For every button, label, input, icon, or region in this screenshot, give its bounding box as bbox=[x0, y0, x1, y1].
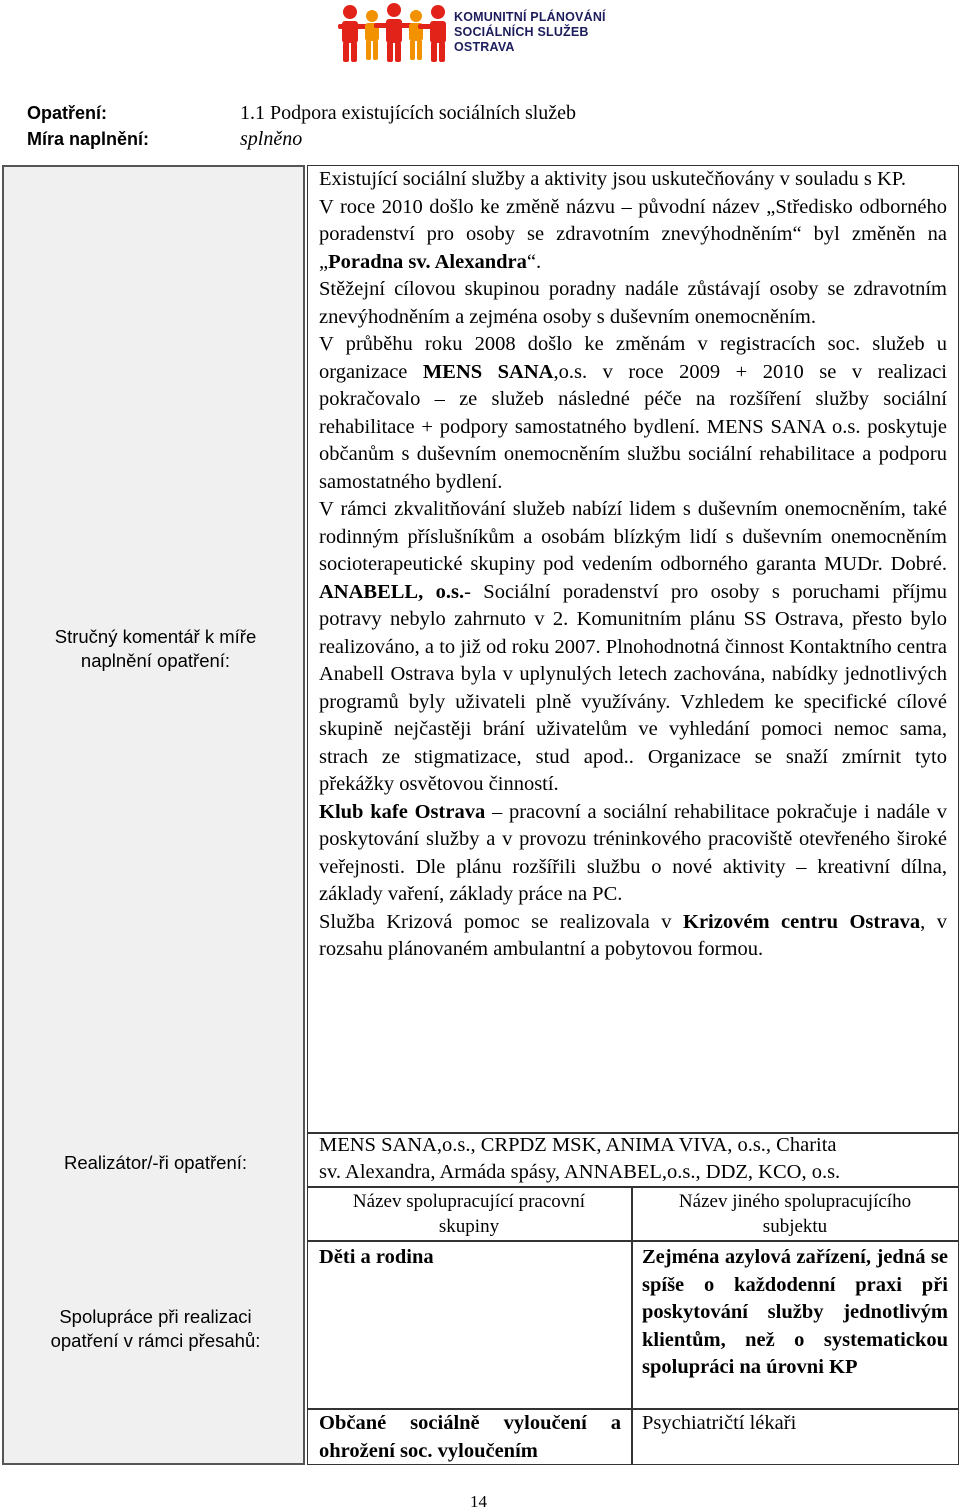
komentar-label-line-2: naplnění opatření: bbox=[80, 650, 231, 671]
comment-text bbox=[319, 166, 947, 964]
people-logo-icon bbox=[338, 2, 450, 64]
logo-line-2: SOCIÁLNÍCH SLUŽEB bbox=[454, 25, 589, 39]
comment-p7-b: Krizovém centru Ostrava bbox=[683, 910, 921, 933]
table-header-subjektu-line-2: subjektu bbox=[762, 1216, 828, 1237]
comment-p2 bbox=[319, 194, 947, 277]
mira-label: Míra naplnění: bbox=[27, 129, 150, 149]
table-header-subjektu-line-1: Název jiného spolupracujícího bbox=[678, 1191, 912, 1212]
table-column-divider bbox=[631, 1186, 633, 1465]
comment-p2-c: “. bbox=[526, 250, 542, 273]
comment-p2-a: V roce 2010 došlo ke změně názvu – původní název „Středisko odborného poradenství pro osoby se zdravotním znevýhodněním“ byl změněn na „ bbox=[319, 195, 947, 273]
divider-table-header bbox=[307, 1240, 959, 1242]
left-label-column bbox=[2, 165, 305, 1465]
comment-p1: Existující sociální služby a aktivity jsou uskutečňovány v souladu s KP. bbox=[319, 168, 907, 190]
realizator-label: Realizátor/-ři opatření: bbox=[63, 1152, 248, 1173]
comment-p6 bbox=[319, 799, 947, 909]
table-row2-col1: Občané sociálně vyloučení a ohrožení soc. vyloučením bbox=[319, 1412, 621, 1462]
comment-p3: Stěžejní cílovou skupinou poradny nadále zůstávají osoby se zdravotním znevýhodněním a zejména osoby s duševním onemocněním. bbox=[319, 278, 947, 328]
realizator-line-2: sv. Alexandra, Armáda spásy, ANNABEL,o.s., DDZ, KCO, o.s. bbox=[319, 1161, 841, 1183]
page-number: 14 bbox=[470, 1492, 487, 1511]
comment-p7-a: Služba Krizová pomoc se realizovala v bbox=[319, 910, 683, 933]
komentar-label bbox=[4, 625, 307, 673]
comment-p4-b: MENS SANA bbox=[422, 360, 554, 383]
realizator-text bbox=[319, 1132, 949, 1186]
comment-p4-a: V průběhu roku 2008 došlo ke změnám v registracích soc. služeb u organizace bbox=[319, 333, 947, 383]
comment-p6-a: Klub kafe Ostrava bbox=[319, 800, 486, 823]
spoluprace-label bbox=[4, 1305, 307, 1353]
comment-p5-c: - Sociální poradenství pro osoby s poruchami příjmu potravy nebylo zahrnuto v 2. Komunitním plánu SS Ostrava, přesto bylo realizováno, a to již od roku 2007. Plnohodnotná činnost Kontaktního centra Anabell Ostrava byla v uplynulých letech zachována, nabídky jednotlivých programů byly uživateli plně využívány. Vzhledem ke specifické cílové skupině nejčastěji brání uživatelům ve vyhledání pomoci nemoc sama, strach ze stigmatizace, stud apod.. Organizace se snaží zmírnit tyto překážky osvětovou činností. bbox=[319, 580, 947, 795]
comment-p2-b: Poradna sv. Alexandra bbox=[328, 250, 527, 273]
logo bbox=[338, 2, 638, 64]
spoluprace-label-line-2: opatření v rámci přesahů: bbox=[50, 1330, 261, 1351]
table-row2-col2: Psychiatričtí lékaři bbox=[642, 1412, 797, 1434]
komentar-label-line-1: Stručný komentář k míře bbox=[54, 626, 257, 647]
table-header-skupiny-line-2: skupiny bbox=[438, 1216, 500, 1237]
logo-line-1: KOMUNITNÍ PLÁNOVÁNÍ bbox=[454, 10, 606, 24]
spoluprace-label-line-1: Spolupráce při realizaci bbox=[59, 1306, 252, 1327]
opatreni-value: 1.1 Podpora existujících sociálních služeb bbox=[240, 102, 577, 124]
comment-p6-b: – pracovní a sociální rehabilitace pokračuje i nadále v poskytování služby a v provozu tréninkového pracoviště otevřeného široké veřejnosti. Dle plánu rozšířili službu o nové aktivity – kreativní dílna, základy vaření, základy práce na PC. bbox=[319, 800, 947, 905]
comment-p4-c: ,o.s. v roce 2009 + 2010 se v realizaci pokračovalo – ze služeb následné péče na rozšíření služby sociální rehabilitace + podpory samostatného bydlení. MENS SANA o.s. poskytuje občanům s duševním onemocněním službu sociální rehabilitace a podporu samostatného bydlení. bbox=[319, 360, 947, 493]
comment-p5-a: V rámci zkvalitňování služeb nabízí lidem s duševním onemocněním, také rodinným příslušníkům a osobám blízkým lidí s duševním onemocněním socioterapeutické skupiny pod vedením odborného garanta MUDr. Dobré. bbox=[319, 498, 947, 575]
opatreni-label: Opatření: bbox=[27, 103, 108, 123]
mira-value: splněno bbox=[240, 128, 303, 150]
table-header-skupiny bbox=[309, 1189, 629, 1239]
logo-line-3: OSTRAVA bbox=[454, 40, 515, 54]
table-header-skupiny-line-1: Název spolupracující pracovní bbox=[352, 1191, 586, 1212]
comment-p7 bbox=[319, 909, 947, 964]
comment-p7-c: , v rozsahu plánovaném ambulantní a pobytovou formou. bbox=[319, 910, 947, 960]
comment-p4 bbox=[319, 331, 947, 496]
table-header-subjektu bbox=[634, 1189, 956, 1239]
table-row1-col2: Zejména azylová zařízení, jedná se spíše o každodenní praxi při poskytování služby jednotlivým klientům, než o systematickou spolupráci na úrovni KP bbox=[642, 1246, 948, 1378]
table-row1-col1: Děti a rodina bbox=[319, 1246, 434, 1268]
realizator-line-1: MENS SANA,o.s., CRPDZ MSK, ANIMA VIVA, o.s., Charita bbox=[319, 1134, 837, 1156]
logo-text bbox=[454, 10, 606, 55]
comment-p5 bbox=[319, 496, 947, 799]
comment-p5-b: ANABELL, o.s. bbox=[319, 580, 465, 603]
divider-spoluprace bbox=[307, 1186, 959, 1188]
